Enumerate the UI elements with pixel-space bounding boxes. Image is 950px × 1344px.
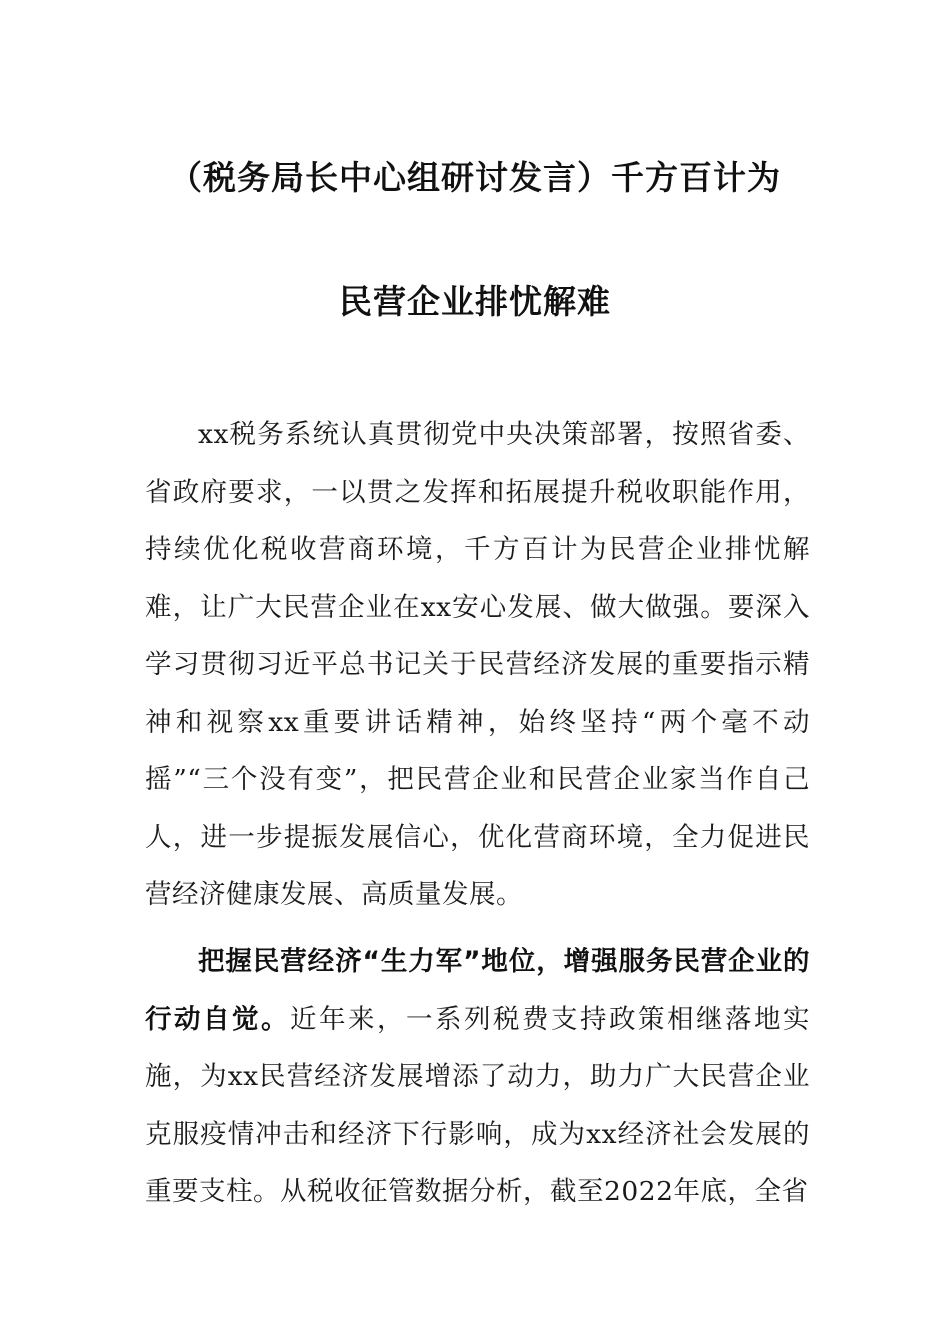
paragraph-2-lead-heading: 把握民营经济“生力军”地位，增强服务民营企业的行动自觉。 bbox=[145, 946, 810, 1035]
body-paragraph-1: xx税务系统认真贯彻党中央决策部署，按照省委、省政府要求，一以贯之发挥和拓展提升税收职能作用，持续优化税收营商环境，千方百计为民营企业排忧解难，让广大民营企业在xx安心发展、做大做强。要深入学习贯彻习近平总书记关于民营经济发展的重要指示精神和视察xx重要讲话精神，始终坚持“两个毫不动摇”“三个没有变”，把民营企业和民营企业家当作自己人，进一步提振发展信心，优化营商环境，全力促进民营经济健康发展、高质量发展。 bbox=[145, 419, 810, 910]
body-paragraph-2-container bbox=[145, 933, 810, 1221]
body-paragraph-1-container bbox=[145, 406, 810, 924]
document-title-line-1: （税务局长中心组研讨发言）千方百计为 bbox=[169, 158, 781, 197]
document-title-line-2: 民营企业排忧解难 bbox=[339, 282, 611, 321]
paragraph-2-body: 近年来，一系列税费支持政策相继落地实施，为xx民营经济发展增添了动力，助力广大民营企业克服疫情冲击和经济下行影响，成为xx经济社会发展的重要支柱。从税收征管数据分析，截至2022年底，全省 bbox=[145, 1003, 810, 1207]
body-paragraph-2 bbox=[145, 933, 810, 1221]
